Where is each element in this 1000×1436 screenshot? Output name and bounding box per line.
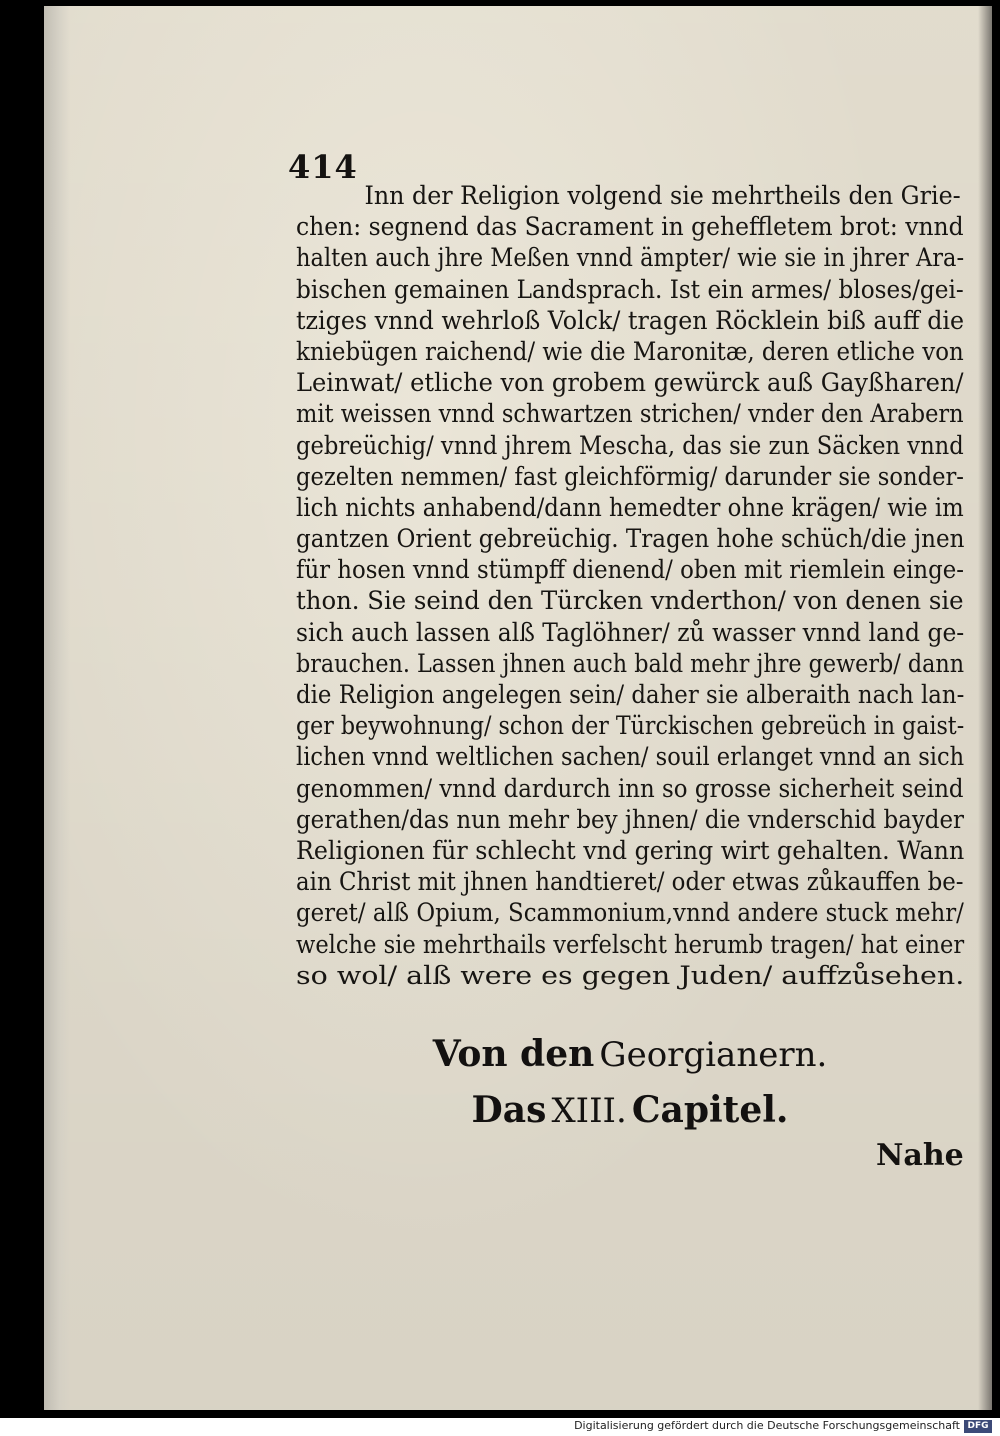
text-line: halten auch jhre Meßen vnnd ämpter/ wie sie in jhrer Ara-: [296, 243, 965, 273]
text-line: thon. Sie seind den Türcken vnderthon/ von denen sie: [296, 586, 964, 616]
page-gutter-shadow: [44, 6, 70, 1410]
footer-credit: Digitalisierung gefördert durch die Deutsche Forschungsgemeinschaft: [574, 1419, 960, 1432]
text-line: gantzen Orient gebreüchig. Tragen hohe schüch/die jnen: [296, 524, 965, 554]
text-line: gezelten nemmen/ fast gleichförmig/ darunder sie sonder-: [296, 461, 964, 491]
page-edge-shadow: [978, 6, 992, 1410]
text-line: Religionen für schlecht vnd gering wirt gehalten. Wann: [296, 835, 965, 865]
text-line: sich auch lassen alß Taglöhner/ zů wasser vnnd land ge-: [296, 617, 965, 647]
chapter-title-roman: Georgianern.: [599, 1035, 828, 1075]
text-line: chen: segnend das Sacrament in geheffletem brot: vnnd: [296, 212, 964, 242]
text-line: für hosen vnnd stümpff dienend/ oben mit riemlein einge-: [296, 555, 964, 585]
text-line: geret/ alß Opium, Scammonium,vnnd andere stuck mehr/: [296, 898, 964, 928]
chapter-heading: [300, 1026, 960, 1138]
dfg-logo: DFG: [964, 1420, 992, 1433]
text-line: welche sie mehrthails verfelscht herumb tragen/ hat einer: [296, 929, 965, 959]
text-line: ger beywohnung/ schon der Türckischen gebreüch in gaist-: [296, 711, 965, 741]
chapter-label-word: Capitel.: [631, 1089, 789, 1131]
page-number: 414: [288, 148, 358, 186]
text-line: brauchen. Lassen jhnen auch bald mehr jhre gewerb/ dann: [296, 648, 965, 678]
catchword: Nahe: [876, 1138, 964, 1173]
chapter-label: [300, 1082, 960, 1138]
chapter-number: XIII.: [551, 1091, 627, 1131]
text-line: Inn der Religion volgend sie mehrtheils den Grie-: [364, 181, 961, 210]
chapter-label-article: Das: [471, 1089, 547, 1131]
body-text: [296, 180, 964, 991]
text-line: gebreüchig/ vnnd jhrem Mescha, das sie zun Säcken vnnd: [296, 430, 964, 460]
text-line: so wol/ alß were es gegen Juden/ auffzůsehen.: [296, 960, 965, 990]
text-line: die Religion angelegen sein/ daher sie alberaith nach lan-: [296, 680, 965, 709]
text-line: ain Christ mit jhnen handtieret/ oder etwas zůkauffen be-: [296, 867, 964, 897]
chapter-title-blackletter: Von den: [432, 1033, 595, 1075]
text-line: genommen/ vnnd dardurch inn so grosse sicherheit seind: [296, 773, 964, 803]
text-line: tziges vnnd wehrloß Volck/ tragen Röcklein biß auff die: [296, 305, 965, 335]
text-line: gerathen/das nun mehr bey jhnen/ die vnderschid bayder: [296, 804, 965, 834]
text-line: kniebügen raichend/ wie die Maronitæ, deren etliche von: [296, 336, 964, 366]
text-line: bischen gemainen Landsprach. Ist ein armes/ bloses/gei-: [296, 274, 964, 304]
chapter-title: [300, 1026, 960, 1082]
text-line: Leinwat/ etliche von grobem gewürck auß Gayßharen/: [296, 368, 964, 398]
text-line: mit weissen vnnd schwartzen strichen/ vnder den Arabern: [296, 399, 964, 429]
text-line: lichen vnnd weltlichen sachen/ souil erlanget vnnd an sich: [296, 742, 965, 772]
text-line: lich nichts anhabend/dann hemedter ohne krägen/ wie im: [296, 492, 964, 522]
